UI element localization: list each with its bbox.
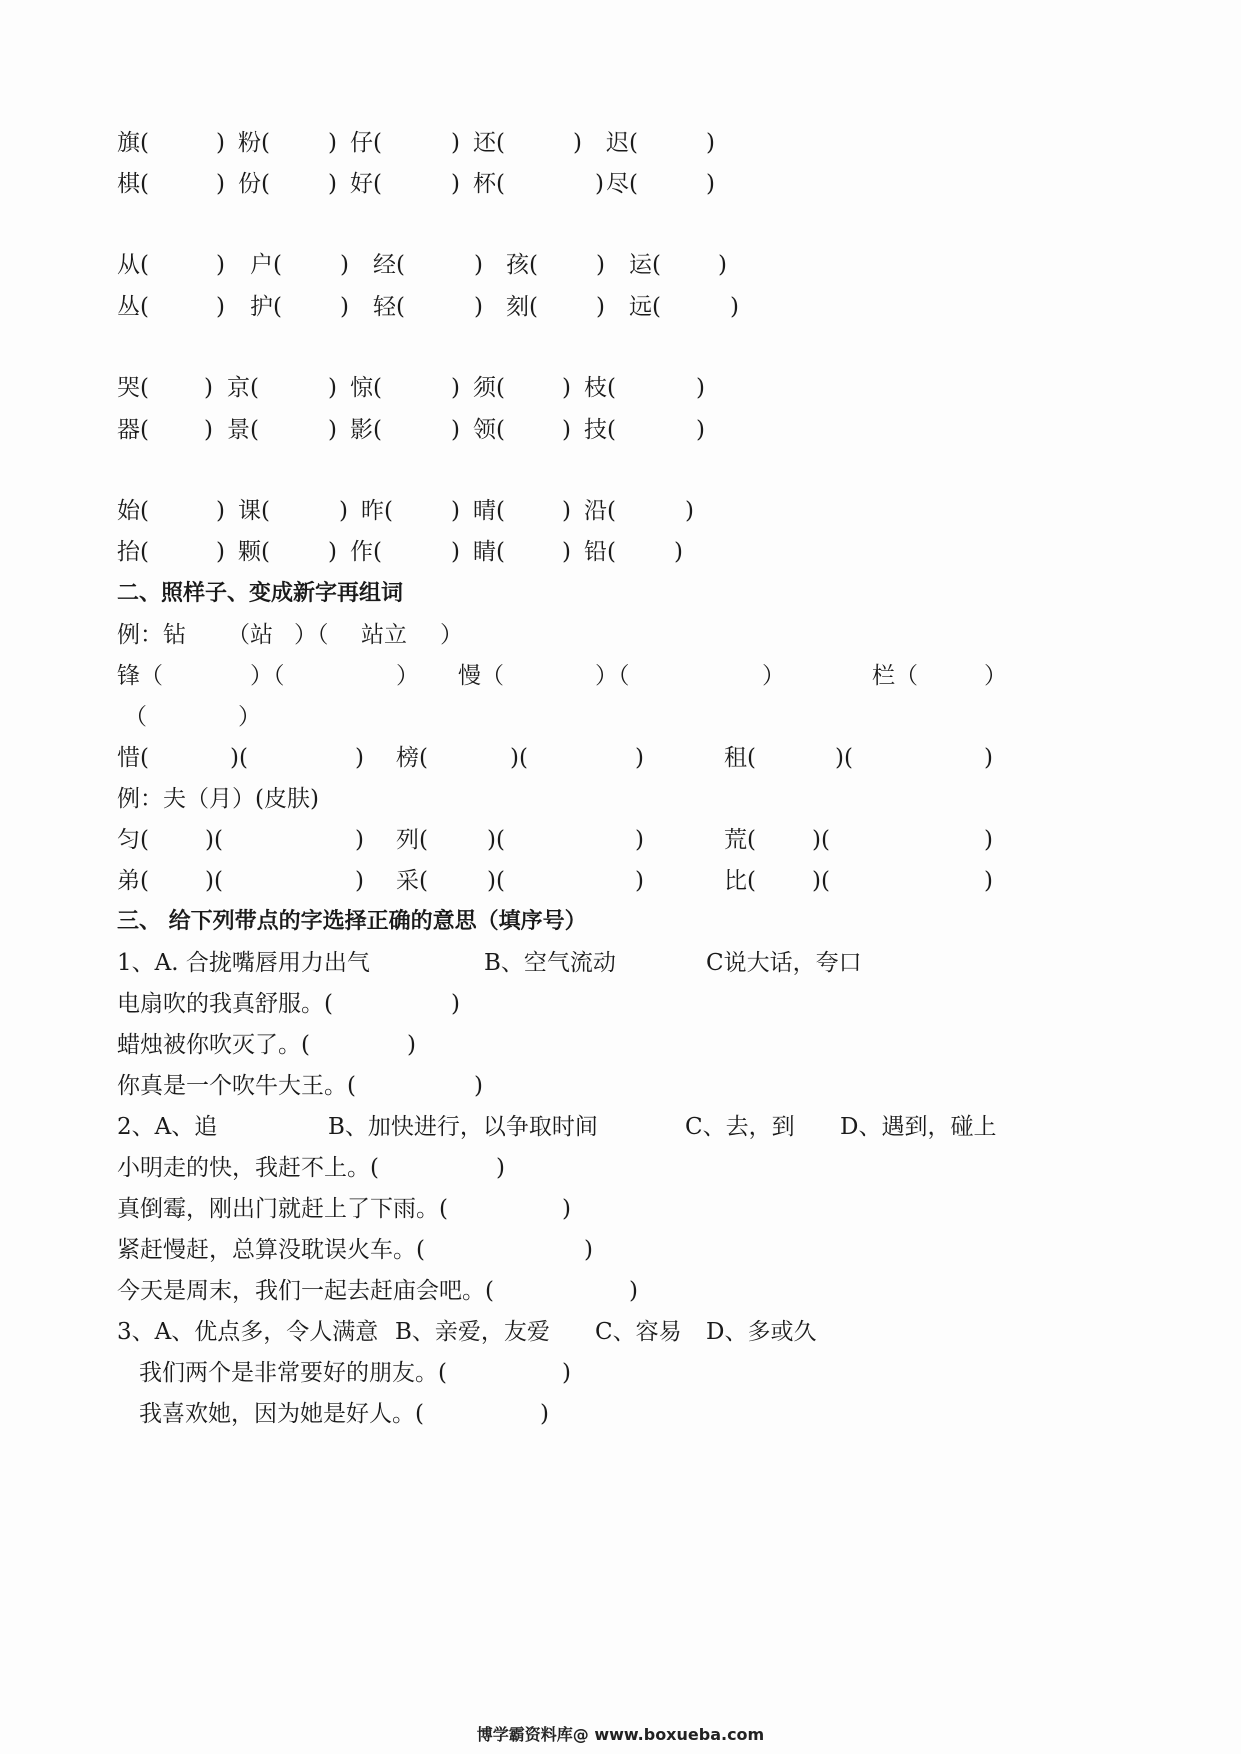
char-label: 作( — [350, 539, 382, 565]
char-label: 始( — [117, 498, 149, 524]
question-2-options — [0, 1107, 1241, 1147]
sentence-text: 真倒霉，刚出门就赶上了下雨。( — [117, 1196, 448, 1222]
option-b: B、亲爱，友爱 — [395, 1319, 550, 1345]
char-label: 匀( — [117, 827, 149, 853]
sentence-text: 蜡烛被你吹灭了。( — [117, 1032, 310, 1058]
close-paren: ) — [216, 539, 225, 565]
close-paren: ) — [474, 294, 483, 320]
close-paren: ) — [451, 130, 460, 156]
exercise-row-1-wrap — [0, 697, 1241, 737]
example-word: 站立 — [361, 622, 407, 648]
paren: ) — [635, 745, 644, 771]
paren: ) — [562, 1196, 571, 1222]
paren: )( — [510, 745, 528, 771]
paren: ） — [440, 622, 463, 648]
option-b: B、空气流动 — [484, 950, 616, 976]
char-row-7 — [0, 491, 1241, 531]
char-label: 哭( — [117, 375, 149, 401]
sentence-text: 紧赶慢赶，总算没耽误火车。( — [117, 1237, 425, 1263]
close-paren: ) — [696, 417, 705, 443]
char-label: 须( — [473, 375, 505, 401]
close-paren: ) — [562, 539, 571, 565]
paren: )( — [835, 745, 853, 771]
char-label: 景( — [227, 417, 259, 443]
char-row-8 — [0, 532, 1241, 572]
close-paren: ) — [596, 294, 605, 320]
close-paren: ) — [328, 417, 337, 443]
paren: ) — [474, 1073, 483, 1099]
option-b: B、加快进行，以争取时间 — [328, 1114, 598, 1140]
paren: ) — [540, 1401, 549, 1427]
char-label: 护( — [250, 294, 282, 320]
close-paren: ) — [216, 252, 225, 278]
close-paren: ) — [706, 130, 715, 156]
paren: （ — [124, 704, 147, 730]
char-label: 铅( — [584, 539, 616, 565]
close-paren: ) — [706, 171, 715, 197]
option-c: C、去，到 — [685, 1114, 795, 1140]
option-d: D、遇到，碰上 — [840, 1114, 997, 1140]
close-paren: ) — [339, 498, 348, 524]
close-paren: ) — [562, 498, 571, 524]
sentence-text: 电扇吹的我真舒服。( — [117, 991, 333, 1017]
char-label: 份( — [238, 171, 270, 197]
char-label: 仔( — [350, 130, 382, 156]
char-label: 锋（ — [117, 663, 163, 689]
char-label: 颗( — [238, 539, 270, 565]
close-paren: ) — [204, 375, 213, 401]
char-label: 惜( — [117, 745, 149, 771]
paren: ) — [635, 827, 644, 853]
paren: )( — [230, 745, 248, 771]
close-paren: ) — [328, 130, 337, 156]
char-label: 尽( — [606, 171, 638, 197]
paren: ) — [584, 1237, 593, 1263]
paren: ）（ — [294, 622, 329, 648]
q3-sentence — [0, 1353, 1241, 1393]
char-label: 领( — [473, 417, 505, 443]
paren: ) — [355, 827, 364, 853]
char-label: 孩( — [506, 252, 538, 278]
char-label: 器( — [117, 417, 149, 443]
paren: )( — [812, 868, 830, 894]
char-label: 抬( — [117, 539, 149, 565]
paren: ) — [451, 991, 460, 1017]
option-a: 3、A、优点多，令人满意 — [117, 1319, 379, 1345]
char-label: 睛( — [473, 539, 505, 565]
char-label: 昨( — [361, 498, 393, 524]
option-c: C说大话，夸口 — [706, 950, 862, 976]
example-row-1 — [0, 615, 1241, 655]
sentence-text: 小明走的快，我赶不上。( — [117, 1155, 379, 1181]
char-label: 课( — [238, 498, 270, 524]
char-label: 列( — [396, 827, 428, 853]
option-c: C、容易 — [595, 1319, 682, 1345]
char-label: 租( — [724, 745, 756, 771]
char-label: 粉( — [238, 130, 270, 156]
char-label: 棋( — [117, 171, 149, 197]
q3-sentence — [0, 1394, 1241, 1434]
exercise-row-3 — [0, 820, 1241, 860]
close-paren: ) — [451, 498, 460, 524]
q1-sentence — [0, 1025, 1241, 1065]
char-row-6 — [0, 410, 1241, 450]
paren: ) — [562, 1360, 571, 1386]
close-paren: ) — [216, 171, 225, 197]
char-label: 轻( — [373, 294, 405, 320]
paren: ) — [635, 868, 644, 894]
char-row-1 — [0, 123, 1241, 163]
paren: ) — [407, 1032, 416, 1058]
q2-sentence — [0, 1189, 1241, 1229]
char-label: 影( — [350, 417, 382, 443]
option-a: 1、A. 合拢嘴唇用力出气 — [117, 950, 370, 976]
paren: ） — [238, 704, 261, 730]
section-2-heading: 二、照样子、变成新字再组词 — [117, 581, 404, 606]
paren: ) — [984, 827, 993, 853]
paren: )( — [205, 868, 223, 894]
question-3-options — [0, 1312, 1241, 1352]
q1-sentence — [0, 1066, 1241, 1106]
close-paren: ) — [696, 375, 705, 401]
close-paren: ) — [730, 294, 739, 320]
char-row-5 — [0, 368, 1241, 408]
exercise-row-1 — [0, 656, 1241, 696]
char-label: 弟( — [117, 868, 149, 894]
close-paren: ) — [451, 171, 460, 197]
sentence-text: 今天是周末，我们一起去赶庙会吧。( — [117, 1278, 494, 1304]
char-label: 运( — [629, 252, 661, 278]
close-paren: ) — [328, 375, 337, 401]
close-paren: ) — [573, 130, 582, 156]
paren: ） — [984, 663, 1007, 689]
section-3-heading: 三、 给下列带点的字选择正确的意思（填序号） — [117, 909, 587, 934]
char-row-4 — [0, 287, 1241, 327]
close-paren: ) — [216, 294, 225, 320]
close-paren: ) — [340, 252, 349, 278]
question-1-options — [0, 943, 1241, 983]
close-paren: ) — [216, 498, 225, 524]
close-paren: ) — [562, 375, 571, 401]
char-label: 从( — [117, 252, 149, 278]
q1-sentence — [0, 984, 1241, 1024]
close-paren: ) — [340, 294, 349, 320]
char-label: 慢（ — [458, 663, 504, 689]
close-paren: ) — [451, 375, 460, 401]
char-label: 经( — [373, 252, 405, 278]
q2-sentence — [0, 1271, 1241, 1311]
close-paren: ) — [596, 252, 605, 278]
sentence-text: 我喜欢她，因为她是好人。( — [139, 1401, 424, 1427]
close-paren: ) — [474, 252, 483, 278]
char-label: 采( — [396, 868, 428, 894]
char-label: 旗( — [117, 130, 149, 156]
char-label: 惊( — [350, 375, 382, 401]
char-label: 迟( — [606, 130, 638, 156]
paren: ）（ — [595, 663, 630, 689]
exercise-row-2 — [0, 738, 1241, 778]
sentence-text: 我们两个是非常要好的朋友。( — [139, 1360, 447, 1386]
close-paren: ) — [685, 498, 694, 524]
paren: ） — [396, 663, 419, 689]
char-label: 晴( — [473, 498, 505, 524]
char-label: 榜( — [396, 745, 428, 771]
char-label: 荒( — [724, 827, 756, 853]
paren: )( — [205, 827, 223, 853]
char-label: 比( — [724, 868, 756, 894]
char-label: 枝( — [584, 375, 616, 401]
close-paren: ) — [451, 417, 460, 443]
close-paren: ) — [674, 539, 683, 565]
paren: ) — [629, 1278, 638, 1304]
example-row-2: 例：夫（月）(皮肤) — [117, 786, 319, 812]
char-label: 户( — [250, 252, 282, 278]
char-label: 杯( — [473, 171, 505, 197]
close-paren: ) — [595, 171, 604, 197]
close-paren: ) — [451, 539, 460, 565]
char-label: 技( — [584, 417, 616, 443]
close-paren: ) — [328, 539, 337, 565]
close-paren: ) — [718, 252, 727, 278]
paren: ) — [355, 745, 364, 771]
paren: )( — [487, 868, 505, 894]
char-label: 好( — [350, 171, 382, 197]
paren: )( — [487, 827, 505, 853]
char-label: 远( — [629, 294, 661, 320]
exercise-row-4 — [0, 861, 1241, 901]
example-char: （站 — [227, 622, 273, 648]
char-label: 栏（ — [872, 663, 918, 689]
option-d: D、多或久 — [706, 1319, 817, 1345]
paren: ) — [984, 868, 993, 894]
char-row-3 — [0, 245, 1241, 285]
paren: ) — [984, 745, 993, 771]
option-a: 2、A、追 — [117, 1114, 218, 1140]
paren: )( — [812, 827, 830, 853]
sentence-text: 你真是一个吹牛大王。( — [117, 1073, 356, 1099]
char-label: 还( — [473, 130, 505, 156]
close-paren: ) — [216, 130, 225, 156]
paren: ） — [762, 663, 785, 689]
paren: ）（ — [250, 663, 285, 689]
q2-sentence — [0, 1148, 1241, 1188]
example-label: 例：钻 — [117, 622, 186, 648]
footer-watermark: 博学霸资料库@ www.boxueba.com — [476, 1725, 765, 1744]
close-paren: ) — [562, 417, 571, 443]
close-paren: ) — [204, 417, 213, 443]
char-label: 京( — [227, 375, 259, 401]
char-label: 刻( — [506, 294, 538, 320]
char-label: 丛( — [117, 294, 149, 320]
paren: ) — [496, 1155, 505, 1181]
paren: ) — [355, 868, 364, 894]
q2-sentence — [0, 1230, 1241, 1270]
close-paren: ) — [328, 171, 337, 197]
char-row-2 — [0, 164, 1241, 204]
char-label: 沿( — [584, 498, 616, 524]
